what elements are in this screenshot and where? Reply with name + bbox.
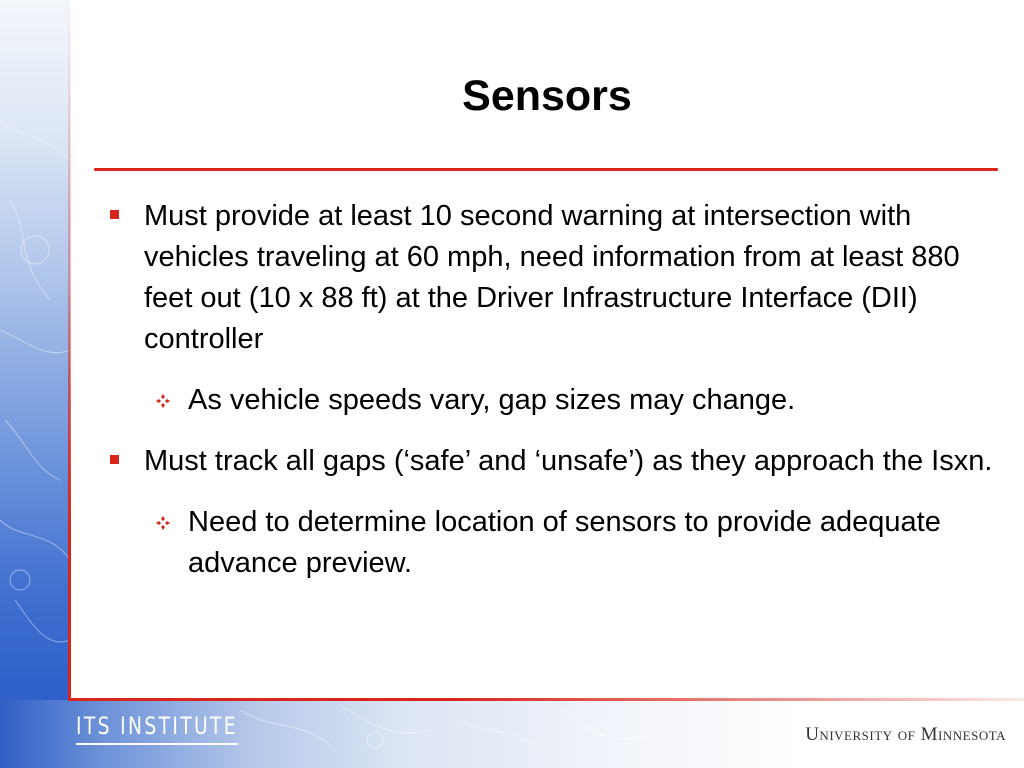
its-institute-logo-text: ITS INSTITUTE [76, 712, 238, 740]
map-lines-decoration [0, 0, 70, 700]
bullet-text: Must track all gaps (‘safe’ and ‘unsafe’) as they approach the Isxn. [144, 445, 993, 477]
left-map-band [0, 0, 70, 700]
slide-title: Sensors [462, 72, 632, 120]
square-bullet-icon [110, 455, 119, 464]
sub-bullet-item [148, 380, 1004, 421]
bullet-item [104, 196, 1004, 360]
bullet-text: Need to determine location of sensors to provide adequate advance preview. [188, 506, 941, 579]
its-institute-logo [76, 712, 238, 740]
bullet-text: Must provide at least 10 second warning at intersection with vehicles traveling at 60 mph, need information from at least 880 feet out (10 x 88 ft) at the Driver Infrastructure Interface (DII) controller [144, 200, 960, 355]
diamond-bullet-icon [156, 394, 170, 408]
bullet-text: As vehicle speeds vary, gap sizes may change. [188, 384, 796, 416]
sub-bullet-item [148, 502, 1004, 584]
square-bullet-icon [110, 210, 119, 219]
slide-body [104, 196, 1004, 604]
bullet-item [104, 441, 1004, 482]
university-logo: University of Minnesota [805, 724, 1006, 745]
diamond-bullet-icon [156, 516, 170, 530]
logo-underline [76, 743, 238, 745]
title-divider [94, 168, 998, 171]
bottom-red-rule [68, 698, 1024, 701]
